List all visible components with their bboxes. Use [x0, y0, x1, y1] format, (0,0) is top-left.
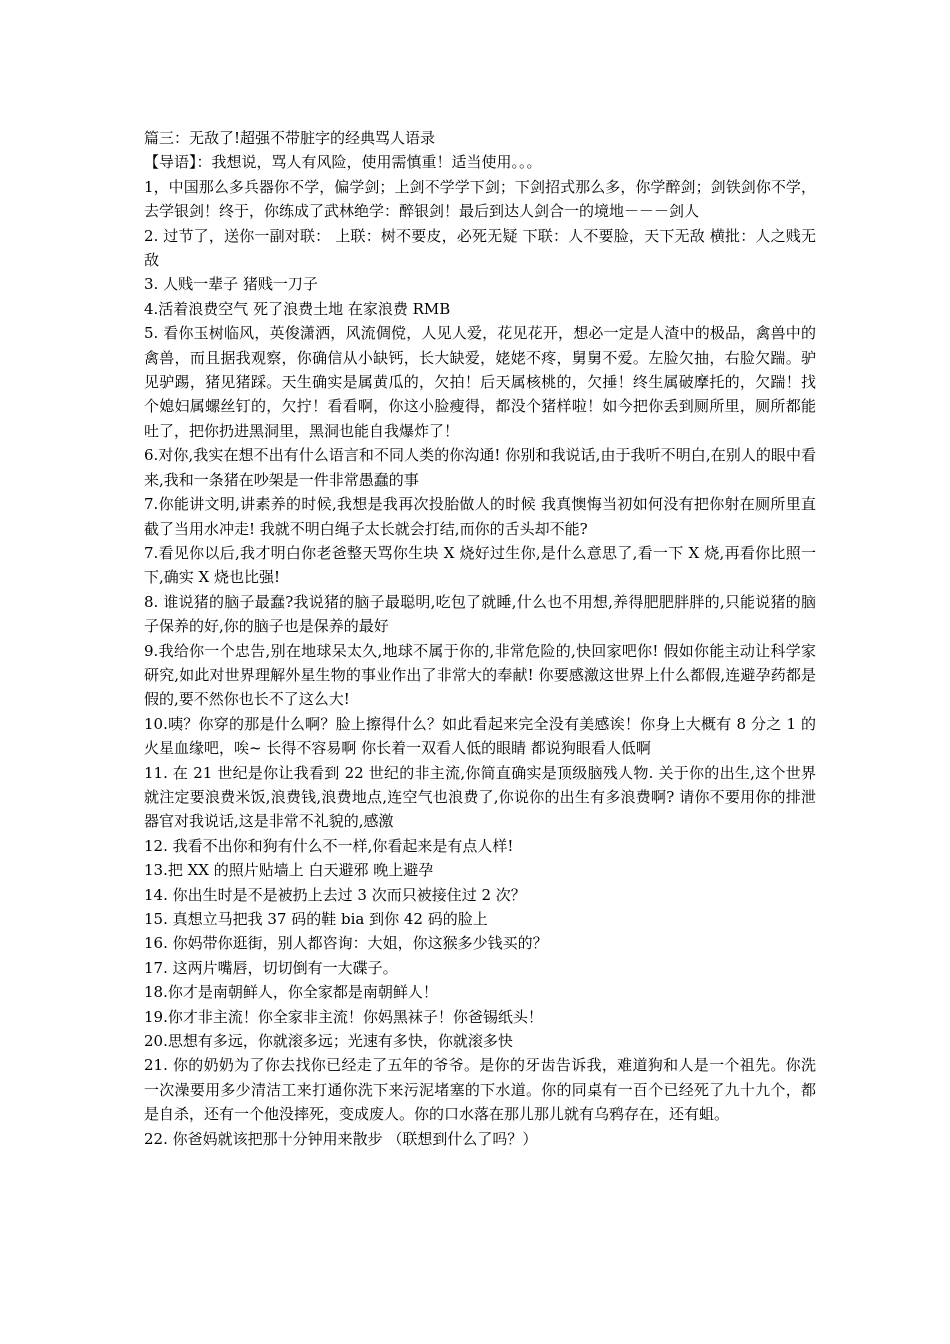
document-intro: 【导语】：我想说，骂人有风险，使用需慎重！适当使用。。。 [144, 153, 542, 172]
paragraph-7a: 7.你能讲文明,讲素养的时候,我想是我再次投胎做人的时候 我真懊悔当初如何没有把你射在厕所里直截了当用水冲走! 我就不明白绳子太长就会打结,而你的舌头却不能? [144, 495, 816, 538]
paragraph-2: 2. 过节了，送你一副对联： 上联：树不要皮，必死无疑 下联：人不要脸，天下无敌 横批：人之贱无敌 [144, 226, 816, 270]
paragraph-5: 5. 看你玉树临风，英俊潇洒，风流倜傥，人见人爱，花见花开，想必一定是人渣中的极品，禽兽中的禽兽，而且据我观察，你确信从小缺钙，长大缺爱，姥姥不疼，舅舅不爱。左脸欠抽，右脸欠踹。驴见驴踢，猪见猪踩。天生确实是属黄瓜的，欠拍！后天属核桃的，欠捶！终生属破摩托的，欠踹！找个媳妇属螺丝钉的，欠拧！看看啊，你这小脸瘦得，都没个猪样啦！如今把你丢到厕所里，厕所都能吐了，把你扔进黑洞里，黑洞也能自我爆炸了！ [144, 324, 816, 440]
paragraph-3: 3. 人贱一辈子 猪贱一刀子 [144, 275, 318, 294]
paragraph-12: 12. 我看不出你和狗有什么不一样,你看起来是有点人样! [144, 836, 514, 855]
paragraph-11: 11. 在 21 世纪是你让我看到 22 世纪的非主流,你简直确实是顶级脑残人物. 关于你的出生,这个世界就注定要浪费米饭,浪费钱,浪费地点,连空气也浪费了,你说你的出生有多浪费啊? 请你不要用你的排泄器官对我说话,这是非常不礼貌的,感激 [144, 763, 816, 831]
paragraph-7b: 7.看见你以后,我才明白你老爸整天骂你生块 X 烧好过生你,是什么意思了,看一下 X 烧,再看你比照一下,确实 X 烧也比强! [144, 543, 816, 587]
paragraph-22: 22. 你爸妈就该把那十分钟用来散步 （联想到什么了吗？） [144, 1129, 538, 1148]
paragraph-4: 4.活着浪费空气 死了浪费土地 在家浪费 RMB [144, 299, 451, 318]
paragraph-16: 16. 你妈带你逛街，别人都咨询：大姐，你这猴多少钱买的？ [144, 934, 548, 953]
document-body [144, 126, 816, 1151]
paragraph-13: 13.把 XX 的照片贴墙上 白天避邪 晚上避孕 [144, 861, 434, 880]
paragraph-15: 15. 真想立马把我 37 码的鞋 bia 到你 42 码的脸上 [144, 910, 488, 928]
paragraph-14: 14. 你出生时是不是被扔上去过 3 次而只被接住过 2 次？ [144, 885, 526, 904]
paragraph-17: 17. 这两片嘴唇，切切倒有一大碟子。 [144, 958, 398, 977]
paragraph-18: 18.你才是南朝鲜人，你全家都是南朝鲜人！ [144, 983, 438, 1002]
paragraph-1: 1，中国那么多兵器你不学，偏学剑；上剑不学学下剑；下剑招式那么多，你学醉剑；剑铁剑你不学，去学银剑！终于，你练成了武林绝学：醉银剑！最后到达人剑合一的境地－－－剑人 [144, 177, 816, 221]
paragraph-21: 21. 你的奶奶为了你去找你已经走了五年的爷爷。是你的牙齿告诉我，难道狗和人是一个祖先。你洗一次澡要用多少清洁工来打通你洗下来污泥堵塞的下水道。你的同桌有一百个已经死了九十九个，都是自杀，还有一个他没摔死，变成废人。你的口水落在那儿那儿就有乌鸦存在，还有蛆。 [144, 1056, 816, 1124]
paragraph-20: 20.思想有多远，你就滚多远；光速有多快，你就滚多快 [144, 1032, 513, 1051]
paragraph-8: 8. 谁说猪的脑子最蠢?我说猪的脑子最聪明,吃包了就睡,什么也不用想,养得肥肥胖胖的,只能说猪的脑子保养的好,你的脑子也是保养的最好 [144, 592, 816, 636]
paragraph-10: 10.咦？你穿的那是什么啊？脸上擦得什么？如此看起来完全没有美感诶！你身上大概有 8 分之 1 的火星血缘吧，唉~ 长得不容易啊 你长着一双看人低的眼睛 都说狗眼看人低啊 [144, 714, 816, 758]
document-title: 篇三：无敌了!超强不带脏字的经典骂人语录 [144, 129, 436, 147]
paragraph-9: 9.我给你一个忠告,别在地球呆太久,地球不属于你的,非常危险的,快回家吧你! 假如你能主动让科学家研究,如此对世界理解外星生物的事业作出了非常大的奉献! 你要感激这世界上什么都假,连避孕药都是假的,要不然你也长不了这么大! [144, 641, 816, 709]
paragraph-19: 19.你才非主流！你全家非主流！你妈黑袜子！你爸锡纸头！ [144, 1007, 543, 1026]
paragraph-6: 6.对你,我实在想不出有什么语言和不同人类的你沟通! 你别和我说话,由于我听不明白,在别人的眼中看来,我和一条猪在吵架是一件非常愚蠢的事 [144, 446, 816, 489]
